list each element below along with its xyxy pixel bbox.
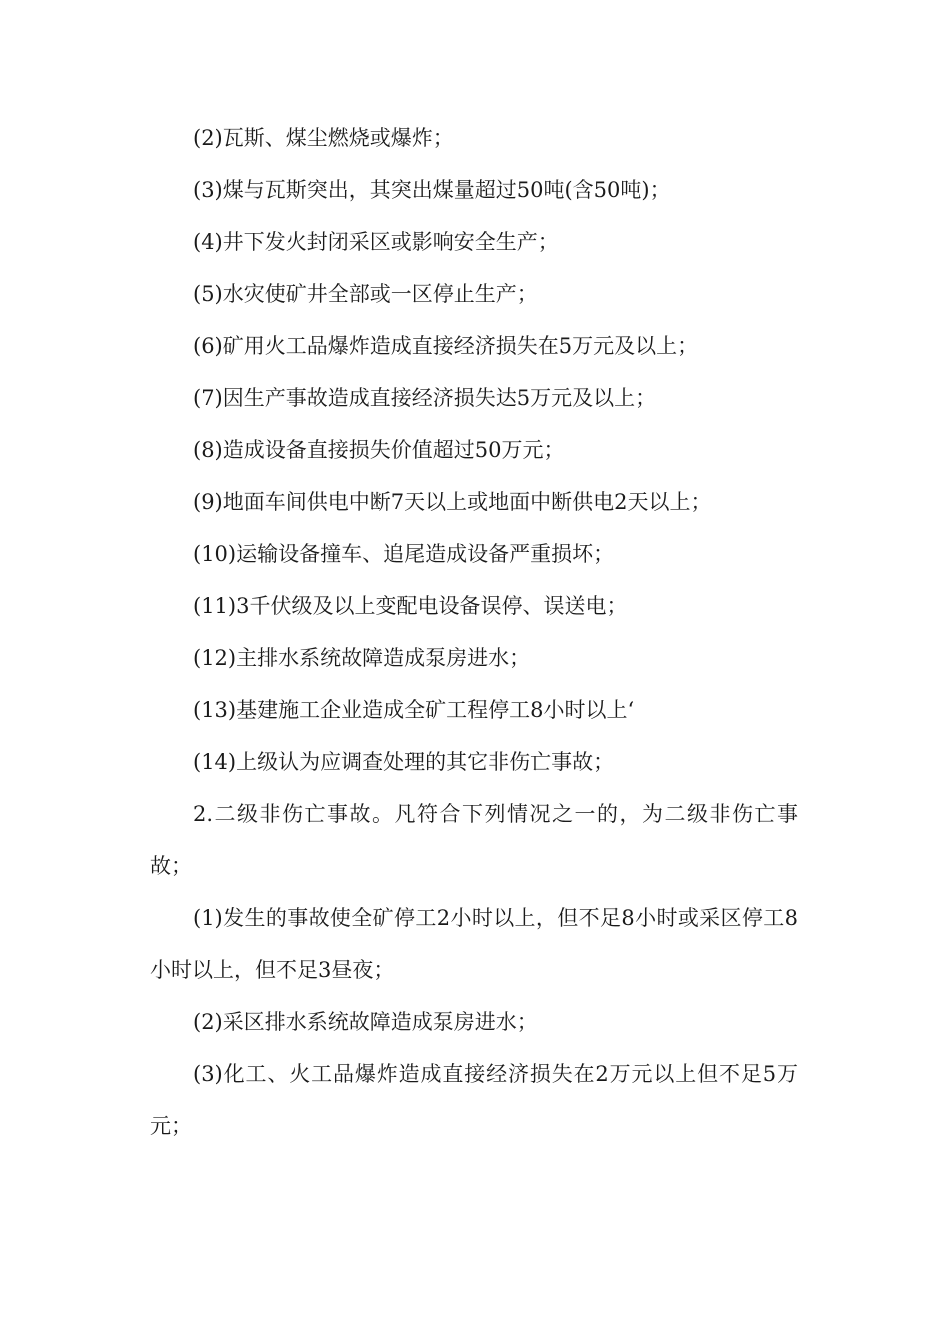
paragraph-item-12-main-drainage: (12)主排水系统故障造成泵房进水；: [193, 646, 531, 670]
paragraph-item-7-production-loss: (7)因生产事故造成直接经济损失达5万元及以上；: [193, 386, 657, 410]
section-heading-level-2-incidents: 2.二级非伤亡事故。凡符合下列情况之一的，为二级非伤亡事故；: [150, 802, 798, 878]
paragraph-item-13-construction-stoppage: (13)基建施工企业造成全矿工程停工8小时以上‘: [193, 698, 635, 722]
paragraph-item-14-other-incidents: (14)上级认为应调查处理的其它非伤亡事故；: [193, 750, 615, 774]
paragraph-item-8-equipment-loss: (8)造成设备直接损失价值超过50万元；: [193, 438, 565, 462]
paragraph-item-6-explosives: (6)矿用火工品爆炸造成直接经济损失在5万元及以上；: [193, 334, 699, 358]
paragraph-item-5-flood: (5)水灾使矿井全部或一区停止生产；: [193, 282, 538, 306]
paragraph-item-4-underground-fire: (4)井下发火封闭采区或影响安全生产；: [193, 230, 559, 254]
paragraph-level2-item-2-area-drainage: (2)采区排水系统故障造成泵房进水；: [193, 1010, 538, 1034]
document-body: [150, 112, 798, 1152]
paragraph-item-3-coal-gas-outburst: (3)煤与瓦斯突出，其突出煤量超过50吨(含50吨)；: [193, 178, 671, 202]
paragraph-item-10-transport-collision: (10)运输设备撞车、追尾造成设备严重损坏；: [193, 542, 615, 566]
paragraph-item-2-gas-explosion: (2)瓦斯、煤尘燃烧或爆炸；: [193, 126, 454, 150]
paragraph-item-11-substation-error: (11)3千伏级及以上变配电设备误停、误送电；: [193, 594, 628, 618]
paragraph-level2-item-3-chemical-explosion: (3)化工、火工品爆炸造成直接经济损失在2万元以上但不足5万元；: [150, 1062, 798, 1138]
paragraph-item-9-power-outage: (9)地面车间供电中断7天以上或地面中断供电2天以上；: [193, 490, 712, 514]
paragraph-level2-item-1-stoppage: (1)发生的事故使全矿停工2小时以上，但不足8小时或采区停工8小时以上，但不足3昼夜；: [150, 906, 798, 982]
